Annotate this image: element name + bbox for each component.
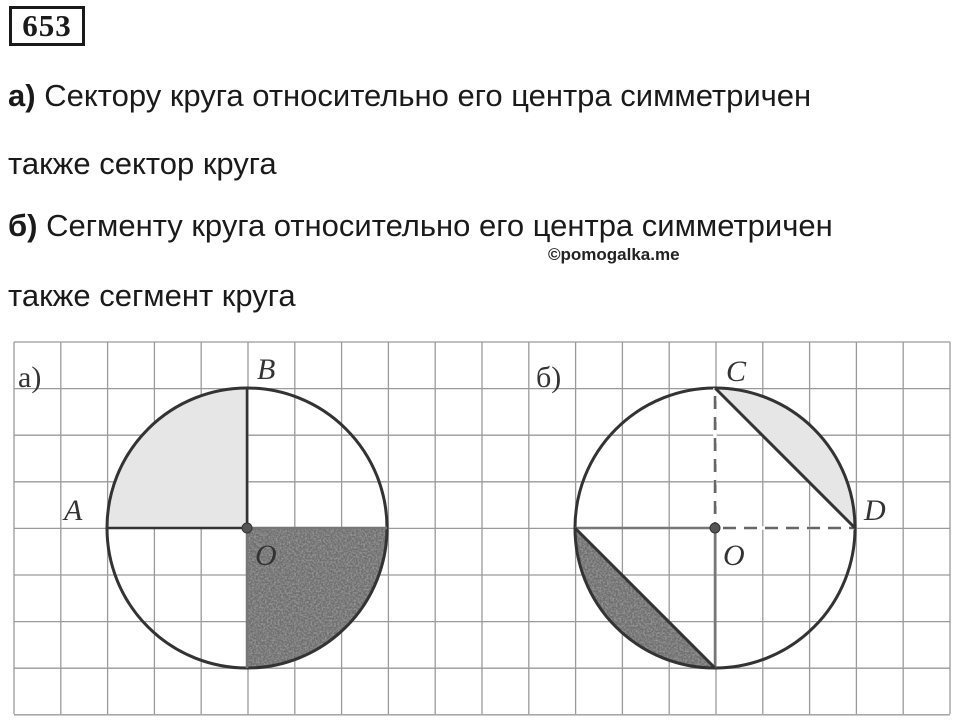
part-b-line-2: также сегмент круга	[8, 278, 296, 313]
point-c-label: C	[726, 355, 747, 388]
part-a-line-2: также сектор круга	[8, 146, 277, 181]
part-a-text-1: Сектору круга относительно его центра симметричен	[35, 78, 812, 113]
point-o-b-label: O	[723, 539, 745, 572]
panel-b	[575, 388, 855, 668]
watermark: ©pomogalka.me	[548, 245, 680, 264]
problem-number: 653	[9, 6, 85, 46]
panel-a	[107, 388, 387, 668]
center-o-a	[242, 523, 252, 533]
point-b-label: B	[257, 353, 276, 386]
point-a-label: A	[64, 494, 83, 527]
panel-a-label: а)	[18, 361, 42, 394]
part-b-label: б)	[8, 208, 38, 243]
part-b-text-1: Сегменту круга относительно его центра симметричен	[37, 208, 833, 243]
point-d-label: D	[864, 494, 886, 527]
panel-b-label: б)	[536, 361, 562, 394]
center-o-b	[710, 523, 720, 533]
part-a-label: а)	[8, 78, 36, 113]
point-o-a-label: O	[255, 539, 277, 572]
